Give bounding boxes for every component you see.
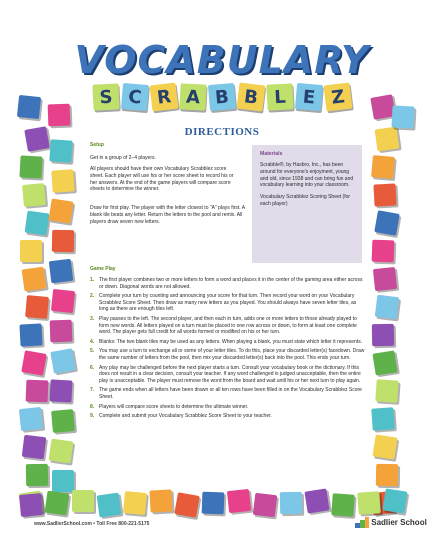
- decorative-tile: [45, 491, 70, 516]
- decorative-tile: [391, 105, 414, 128]
- decorative-tile: [49, 139, 72, 162]
- decorative-tile: [372, 240, 395, 263]
- scrabblez-letter-tile: Z: [324, 83, 353, 112]
- decorative-tile: [50, 320, 73, 343]
- rule-number: 4.: [90, 338, 95, 345]
- rule-item: [90, 404, 365, 411]
- materials-scoring-sheet: Vocabulary Scrabblez Scoring Sheet (for each player): [260, 194, 351, 207]
- decorative-tile: [331, 493, 354, 516]
- rule-text: Complete your turn by counting and announcing your score for that turn. Then record your word on your Vocabulary Scrabblez Score Sheet. Then draw as many new letters as you played. You should always have seven letter tiles, as long as there are enough tiles left.: [99, 293, 357, 313]
- decorative-tile: [253, 493, 278, 518]
- decorative-tile: [49, 259, 74, 284]
- vocabulary-title: VOCABULARY: [74, 38, 370, 82]
- rule-number: 6.: [90, 364, 95, 371]
- rule-number: 1.: [90, 277, 95, 283]
- sadlier-logo-icon: [355, 517, 369, 529]
- decorative-tile: [25, 211, 50, 236]
- decorative-tile: [25, 295, 49, 319]
- materials-description: Scrabble®, by Hasbro, Inc., has been around for everyone's enjoyment, young and old, since 1938 and can bring fun and vocabulary learning into your classroom.: [260, 162, 354, 189]
- sadlier-brand-text: Sadlier School: [371, 518, 427, 528]
- rule-text: Players will compare score sheets to determine the ultimate winner.: [99, 403, 249, 410]
- decorative-tile: [375, 295, 400, 320]
- decorative-tile: [374, 210, 399, 235]
- gameplay-heading: Game Play: [90, 266, 116, 272]
- rule-number: 9.: [90, 413, 95, 420]
- decorative-tile: [19, 155, 42, 178]
- decorative-tile: [26, 464, 48, 486]
- decorative-tile: [174, 492, 199, 517]
- decorative-tile: [376, 464, 398, 486]
- materials-heading: Materials: [260, 151, 283, 157]
- rule-item: [90, 277, 365, 290]
- decorative-tile: [227, 489, 251, 513]
- scrabblez-letter-tile: B: [237, 83, 266, 112]
- rule-text: Complete and submit your Vocabulary Scrabblez Score Sheet to your teacher.: [99, 413, 272, 420]
- decorative-tile: [202, 492, 225, 515]
- gameplay-rules: [90, 277, 365, 423]
- rule-item: [90, 293, 365, 313]
- rule-item: [90, 413, 365, 420]
- decorative-tile: [123, 491, 147, 515]
- rule-number: 5.: [90, 348, 95, 355]
- decorative-tile: [373, 183, 396, 206]
- rule-text: The first player combines two or more letters to form a word and places it in the center of the gaming area either across or down. Diagonal words are not allowed.: [99, 277, 363, 290]
- rule-text: Any play may be challenged before the next player starts a turn. Consult your vocabulary book or the dictionary. If this does not result in a clear decision, consult your teacher. If any word challenged is judged unacceptable, then the entire play is unacceptable. The player must remove the word from the board and wait until his or her next turn to play again.: [99, 364, 361, 384]
- decorative-tile: [22, 183, 46, 207]
- decorative-tile: [375, 379, 398, 402]
- scrabblez-letter-tile: L: [266, 83, 293, 110]
- rule-text: You may use a turn to exchange all or some of your letter tiles. To do this, place your discarded letter(s) facedown. Draw the same number of letters from the pool, then mix your discarded letter(s) back into the pool. This ends your turn.: [99, 348, 365, 361]
- decorative-tile: [372, 324, 394, 346]
- rule-text: Play passes to the left. The second player, and then each in turn, adds one or more letters to those already played to form new words. All letters played on a turn must be placed in one row across or down, to form at least one complete word. The player gets full credit for all words formed or modified on his or her turn.: [99, 315, 357, 336]
- decorative-tile: [371, 407, 394, 430]
- decorative-tile: [382, 488, 407, 513]
- rule-item: [90, 339, 365, 346]
- sadlier-logo: [355, 517, 427, 529]
- decorative-tile: [97, 493, 122, 518]
- setup-heading: Setup: [90, 142, 104, 148]
- decorative-tile: [48, 104, 71, 127]
- footer-contact: www.SadlierSchool.com • Toll Free 800-221-5175: [34, 521, 150, 527]
- rule-number: 7.: [90, 387, 95, 394]
- rule-item: [90, 348, 365, 361]
- decorative-tile: [22, 267, 47, 292]
- rule-number: 2.: [90, 293, 95, 300]
- scrabblez-letter-tile: B: [208, 83, 236, 111]
- decorative-tile: [51, 409, 75, 433]
- rule-number: 8.: [90, 403, 95, 410]
- rule-number: 3.: [90, 315, 95, 322]
- scrabblez-letter-tile: S: [92, 83, 119, 110]
- rule-item: [90, 316, 365, 336]
- rule-text: The game ends when all letters have been drawn or all ten rows have been filled in on the Vocabulary Scrabblez Score Sheet.: [99, 387, 362, 400]
- decorative-tile: [375, 127, 400, 152]
- decorative-tile: [26, 380, 49, 403]
- decorative-tile: [72, 490, 94, 512]
- decorative-tile: [357, 491, 380, 514]
- decorative-tile: [22, 435, 47, 460]
- decorative-tile: [51, 169, 74, 192]
- scrabblez-letter-tile: E: [295, 83, 323, 111]
- setup-paragraph-2: All players should have their own Vocabulary Scrabblez score sheet. Each player will use his or her score sheet to record his or her answers. At the end of the game players will compare score sheets to determine the winner.: [90, 166, 234, 193]
- scrabblez-letter-tile: R: [150, 83, 179, 112]
- decorative-tile: [49, 439, 74, 464]
- decorative-tile: [51, 289, 75, 313]
- decorative-tile: [52, 470, 74, 492]
- decorative-tile: [19, 493, 43, 517]
- decorative-tile: [19, 407, 43, 431]
- decorative-tile: [371, 155, 395, 179]
- directions-heading: DIRECTIONS: [184, 126, 260, 138]
- decorative-tile: [20, 240, 42, 262]
- decorative-tile: [304, 488, 329, 513]
- setup-paragraph-3: Draw for first play. The player with the letter closest to "A" plays first. A blank tile beats any letter. Return the letters to the pool and remix. All players draw seven new letters.: [90, 205, 245, 225]
- decorative-tile: [21, 350, 46, 375]
- setup-paragraph-1: Get in a group of 2–4 players.: [90, 155, 156, 161]
- scrabblez-letter-tile: C: [121, 83, 149, 111]
- decorative-tile: [149, 489, 172, 512]
- decorative-tile: [50, 348, 75, 373]
- scrabblez-letter-tile: A: [179, 83, 206, 110]
- rule-item: [90, 387, 365, 400]
- decorative-tile: [373, 267, 397, 291]
- rule-item: [90, 365, 365, 385]
- rule-text: Blanks: The two blank tiles may be used as any letters. When playing a blank, you must state which letter it represents.: [99, 338, 363, 345]
- decorative-tile: [52, 230, 74, 252]
- decorative-tile: [372, 434, 397, 459]
- decorative-tile: [48, 198, 73, 223]
- decorative-tile: [49, 379, 72, 402]
- decorative-tile: [17, 95, 41, 119]
- decorative-tile: [280, 492, 302, 514]
- decorative-tile: [19, 323, 42, 346]
- decorative-tile: [372, 350, 397, 375]
- decorative-tile: [24, 126, 49, 151]
- materials-box: [252, 145, 362, 263]
